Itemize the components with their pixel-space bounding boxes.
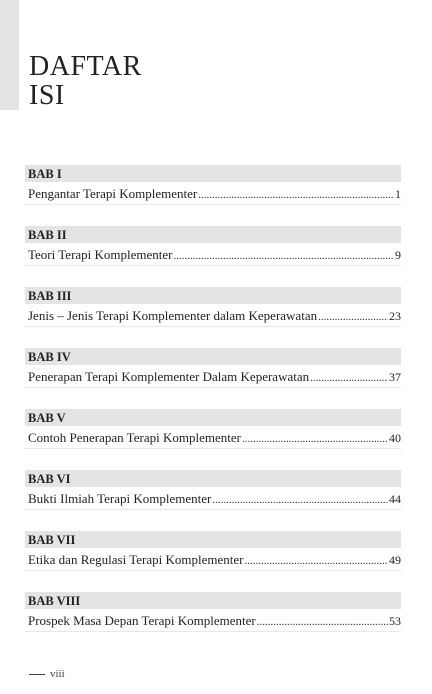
- side-accent-bar: [0, 0, 19, 110]
- chapter-title: Jenis – Jenis Terapi Komplementer dalam Keperawatan: [28, 308, 318, 323]
- footer-page-number: viii: [50, 668, 65, 680]
- chapter-label: BAB VI: [25, 470, 401, 487]
- page-title-line-1: DAFTAR: [29, 51, 142, 82]
- page-number: 23: [389, 309, 401, 323]
- chapter-title: Pengantar Terapi Komplementer: [28, 186, 198, 201]
- chapter-label: BAB II: [25, 226, 401, 243]
- toc-entry[interactable]: [25, 609, 401, 632]
- toc-entry[interactable]: [25, 304, 401, 327]
- toc-entry[interactable]: [25, 426, 401, 449]
- chapter-label: BAB VII: [25, 531, 401, 548]
- chapter-title: Prospek Masa Depan Terapi Komplementer: [28, 613, 256, 628]
- chapter-label: BAB V: [25, 409, 401, 426]
- chapter-title: Bukti Ilmiah Terapi Komplementer: [28, 491, 212, 506]
- page-number: 40: [389, 431, 401, 445]
- table-of-contents: [25, 165, 401, 653]
- toc-chapter: [25, 226, 401, 287]
- page-number: 53: [389, 614, 401, 628]
- toc-entry[interactable]: [25, 243, 401, 266]
- dot-leader: [318, 305, 388, 329]
- toc-entry[interactable]: [25, 365, 401, 388]
- chapter-label: BAB III: [25, 287, 401, 304]
- toc-chapter: [25, 470, 401, 531]
- toc-chapter: [25, 165, 401, 226]
- dot-leader: [244, 549, 388, 573]
- toc-chapter: [25, 531, 401, 592]
- page-number: 9: [395, 248, 401, 262]
- page-number: 49: [389, 553, 401, 567]
- page-number: 1: [395, 187, 401, 201]
- dot-leader: [242, 427, 388, 451]
- dot-leader: [198, 183, 394, 207]
- toc-entry[interactable]: [25, 182, 401, 205]
- dot-leader: [174, 244, 395, 268]
- page-number: 37: [389, 370, 401, 384]
- page-title-line-2: ISI: [29, 80, 65, 111]
- page-title: [29, 52, 142, 110]
- toc-chapter: [25, 287, 401, 348]
- page-footer: [29, 668, 65, 680]
- chapter-label: BAB VIII: [25, 592, 401, 609]
- page-number: 44: [389, 492, 401, 506]
- chapter-label: BAB I: [25, 165, 401, 182]
- dot-leader: [310, 366, 388, 390]
- chapter-title: Etika dan Regulasi Terapi Komplementer: [28, 552, 244, 567]
- footer-rule: [29, 674, 45, 675]
- toc-chapter: [25, 592, 401, 653]
- chapter-label: BAB IV: [25, 348, 401, 365]
- toc-chapter: [25, 409, 401, 470]
- dot-leader: [257, 610, 388, 634]
- chapter-title: Teori Terapi Komplementer: [28, 247, 173, 262]
- toc-chapter: [25, 348, 401, 409]
- chapter-title: Penerapan Terapi Komplementer Dalam Keperawatan: [28, 369, 310, 384]
- chapter-title: Contoh Penerapan Terapi Komplementer: [28, 430, 241, 445]
- dot-leader: [212, 488, 388, 512]
- toc-entry[interactable]: [25, 487, 401, 510]
- toc-entry[interactable]: [25, 548, 401, 571]
